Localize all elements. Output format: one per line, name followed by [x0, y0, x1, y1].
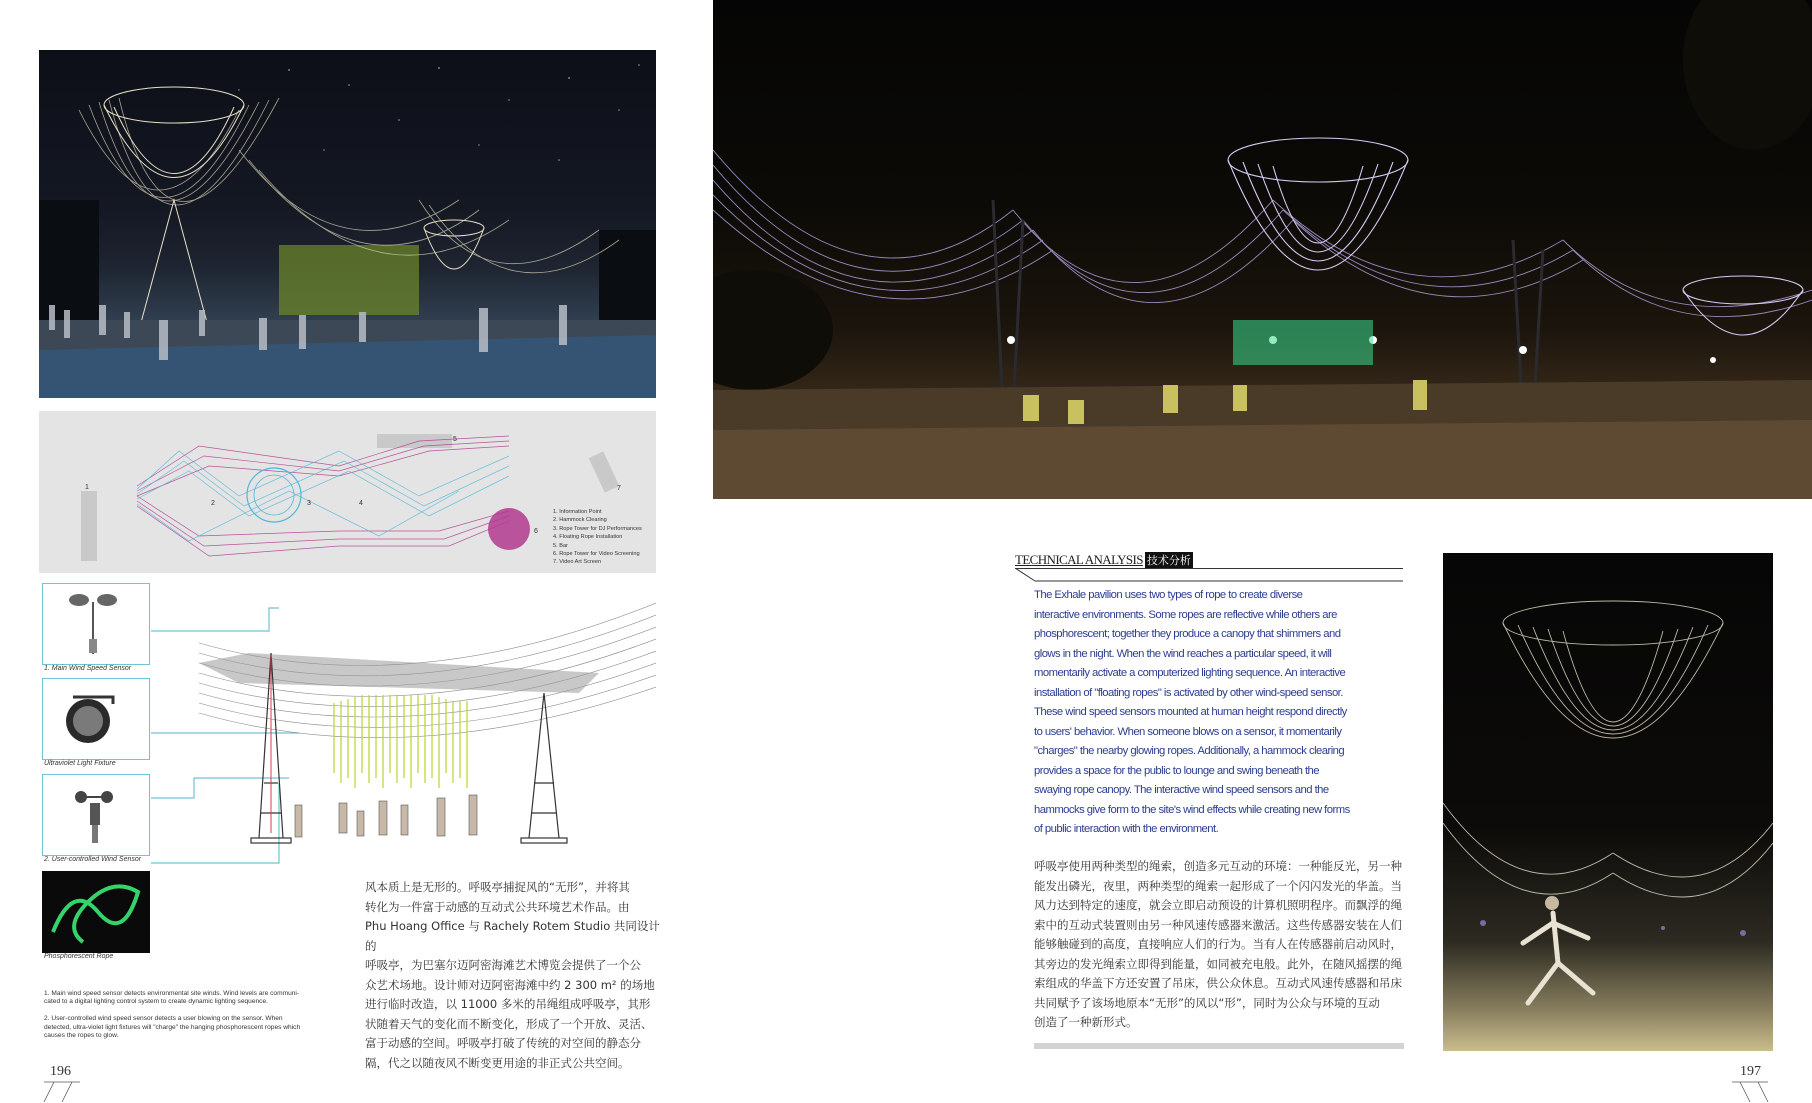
- page-number-left-ornament: [42, 1081, 82, 1103]
- plan-number-5: 5: [453, 436, 457, 443]
- phosphorescent-rope-caption: Phosphorescent Rope: [44, 953, 114, 960]
- user-controlled-wind-sensor-caption: 2. User-controlled Wind Sensor: [44, 856, 142, 863]
- left-chinese-text: 风本质上是无形的。呼吸亭捕捉风的“无形”，并将其 转化为一件富于动感的互动式公共环境艺术作品。由 Phu Hoang Office 与 Rachely Rotem Studio 共同设计的 呼吸亭，为巴塞尔迈阿密海滩艺术博览会提供了一个公 众艺术场地。设计师对迈阿密海滩中约 2 300 m² 的场地 进行临时改造，以 11000 多米的吊绳组成呼吸亭，其形 状随着天气的变化而不断变化，形成了一个开放、灵活、 富于动感的空间。呼吸亭打破了传统的对空间的静态分 隔，代之以随夜风不断变更用途的非正式公共空间。: [365, 880, 660, 1070]
- ultraviolet-light-fixture-image: [42, 678, 150, 760]
- user-controlled-wind-sensor-image: [42, 774, 150, 856]
- right-chinese-text: 呼吸亭使用两种类型的绳索，创造多元互动的环境：一种能反光，另一种 能发出磷光，夜里，两种类型的绳索一起形成了一个闪闪发光的华盖。当 风力达到特定的速度，就会立即启动预设的计算机照明程序。而飘浮的绳 索中的互动式装置则由另一种风速传感器来激活。这些传感器安装在人们 能够触碰到的高度，直接响应人们的行为。当有人在传感器前启动风时， 其旁边的发光绳索立即得到能量，如同被充电般。此外，在随风摇摆的绳 索组成的华盖下方还安置了吊床，供公众休息。互动式风速传感器和吊床 共同赋予了该场地原本“无形”的风以“形”，同时为公众与环境的互动 创造了一种新形式。: [1034, 859, 1402, 1029]
- plan-number-6: 6: [534, 528, 538, 535]
- plan-number-1: 1: [85, 484, 89, 491]
- pavilion-performer-photo: [1443, 553, 1773, 1051]
- page-number-right-ornament: [1730, 1081, 1770, 1103]
- heading-zh: 技术分析: [1146, 554, 1191, 567]
- sensor-notes: 1. Main wind speed sensor detects environmental site winds. Wind levels are communi- cated to a digital lighting control system to create dynamic lighting sequence. 2. User-controlled wind speed sensor detects a user blowing on the sensor. When detected, ultra-violet light fixtures will "charge" the hanging phosphorescent ropes which causes the ropes to glow.: [44, 990, 301, 1040]
- english-body-text: The Exhale pavilion uses two types of rope to create diverse interactive environments. Some ropes are reflective while others are phosphorescent; together they produce a canopy that shimmers and glows in the night. When the wind reaches a particular speed, it will momentarily activate a computerized lighting sequence. An interactive installation of "floating ropes" is activated by other wind-speed sensor. These wind speed sensors mounted at human height respond directly to users' behavior. When someone blows on a sensor, it momentarily "charges" the nearby glowing ropes. Additionally, a hammock clearing provides a space for the public to lounge and swing beneath the swaying rope canopy. The interactive wind speed sensors and the hammocks give form to the site's wind effects while creating new forms of public interaction with the environment.: [1034, 589, 1350, 835]
- main-wind-speed-sensor-caption: 1. Main Wind Speed Sensor: [44, 665, 132, 672]
- pavilion-night-photo: [713, 0, 1812, 499]
- main-wind-speed-sensor-image: [42, 583, 150, 665]
- site-plan-diagram: [39, 411, 656, 573]
- plan-number-3: 3: [307, 500, 311, 507]
- text-footer-rule: [1034, 1043, 1404, 1049]
- pavilion-night-rendering: [39, 50, 656, 398]
- plan-legend: 1. Information Point 2. Hammock Clearing 3. Rope Tower for DJ Performances 4. Floating Rope Installation 5. Bar 6. Rope Tower for Video Screening 7. Video Art Screen: [553, 509, 642, 566]
- plan-number-4: 4: [359, 500, 363, 507]
- heading-en: TECHNICAL ANALYSIS: [1015, 552, 1143, 567]
- heading-rule-slant: [1015, 568, 1403, 582]
- technical-analysis-heading: [1015, 551, 1193, 569]
- plan-number-7: 7: [617, 485, 621, 492]
- page-number-left: 196: [50, 1064, 71, 1079]
- page-number-right: 197: [1740, 1064, 1761, 1079]
- plan-number-2: 2: [211, 500, 215, 507]
- ultraviolet-light-fixture-caption: Ultraviolet Light Fixture: [44, 760, 116, 767]
- phosphorescent-rope-image: [42, 871, 150, 953]
